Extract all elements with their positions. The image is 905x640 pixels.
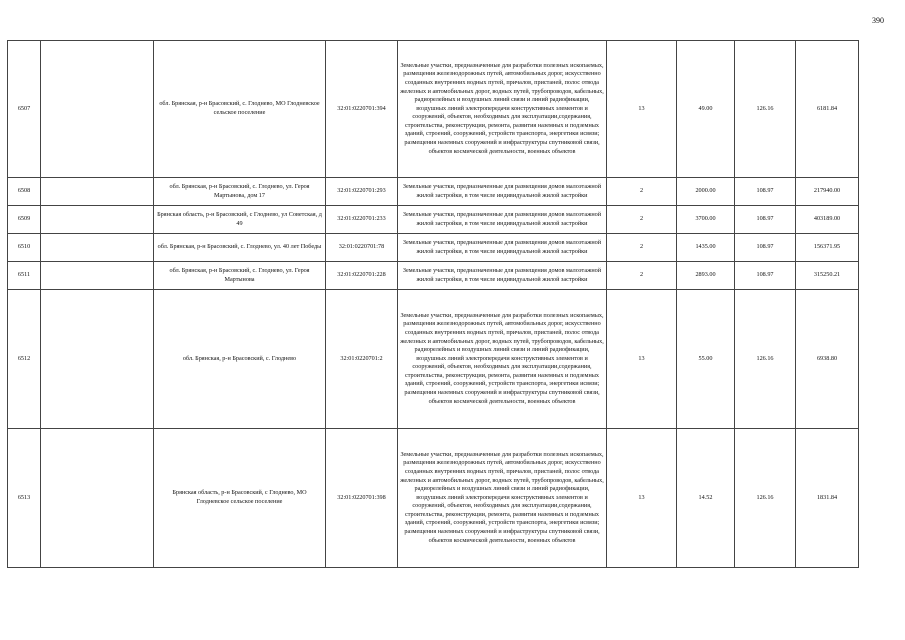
cadastral-number-cell: 32:01:0220701:398 bbox=[326, 429, 398, 568]
row-number: 6510 bbox=[8, 234, 41, 262]
cadastral-number-cell: 32:01:0220701:2 bbox=[326, 290, 398, 429]
cadastral-value-cell: 156371.95 bbox=[796, 234, 859, 262]
group-cell: 13 bbox=[607, 429, 677, 568]
cadastral-value-cell: 403189.00 bbox=[796, 206, 859, 234]
row-number: 6513 bbox=[8, 429, 41, 568]
area-cell: 14.52 bbox=[677, 429, 735, 568]
address-cell: Брянская область, р-н Брасовский, с Глоднево, МО Глодневское сельское поселение bbox=[154, 429, 326, 568]
cadastral-value-cell: 6938.80 bbox=[796, 290, 859, 429]
empty-cell bbox=[41, 429, 154, 568]
area-cell: 49.00 bbox=[677, 41, 735, 178]
group-cell: 2 bbox=[607, 178, 677, 206]
area-cell: 3700.00 bbox=[677, 206, 735, 234]
page-number: 390 bbox=[872, 16, 884, 25]
area-cell: 2893.00 bbox=[677, 262, 735, 290]
cadastral-value-cell: 315250.21 bbox=[796, 262, 859, 290]
address-cell: обл. Брянская, р-н Брасовский, с. Глоднево, МО Глодневское сельское поселение bbox=[154, 41, 326, 178]
cadastral-number-cell: 32:01:0220701:394 bbox=[326, 41, 398, 178]
empty-cell bbox=[41, 234, 154, 262]
group-cell: 2 bbox=[607, 262, 677, 290]
land-purpose-cell: Земельные участки, предназначенные для разработки полезных ископаемых, размещения железнодорожных путей, автомобильных дорог, искусственно созданных внутренних водных путей, причалов, пристаней, полос отвода железных и автомобильных дорог, водных путей, трубопроводов, кабельных, радиорелейных и воздушных линий связи и линий радиофикации, воздушных линий электропередачи конструктивных элементов и сооружений, объектов, необходимых для эксплуатации,содержания, строительства, реконструкции, ремонта, развития наземных и подземных зданий, строений, сооружений, устройств транспорта, энергетики исвязи; размещения наземных сооружений и инфраструктуры спутниковой связи, объектов космической деятельности, военных объектов bbox=[398, 290, 607, 429]
address-cell: обл. Брянская, р-н Брасовский, с. Глоднево, ул. Героя Мартынова, дом 17 bbox=[154, 178, 326, 206]
land-purpose-cell: Земельные участки, предназначенные для разработки полезных ископаемых, размещения железнодорожных путей, автомобильных дорог, искусственно созданных внутренних водных путей, причалов, пристаней, полос отвода железных и автомобильных дорог, водных путей, трубопроводов, кабельных, радиорелейных и воздушных линий связи и линий радиофикации, воздушных линий электропередачи конструктивных элементов и сооружений, объектов, необходимых для эксплуатации,содержания, строительства, реконструкции, ремонта, развития наземных и подземных зданий, строений, сооружений, устройств транспорта, энергетики исвязи; размещения наземных сооружений и инфраструктуры спутниковой связи, объектов космической деятельности, военных объектов bbox=[398, 429, 607, 568]
group-cell: 13 bbox=[607, 290, 677, 429]
land-purpose-cell: Земельные участки, предназначенные для размещения домов малоэтажной жилой застройки, в том числе индивидуальной жилой застройки bbox=[398, 206, 607, 234]
empty-cell bbox=[41, 178, 154, 206]
cadastral-value-cell: 1831.84 bbox=[796, 429, 859, 568]
group-cell: 2 bbox=[607, 206, 677, 234]
table-row bbox=[8, 429, 859, 568]
rate-cell: 108.97 bbox=[735, 206, 796, 234]
cadastral-number-cell: 32:01:0220701:78 bbox=[326, 234, 398, 262]
row-number: 6511 bbox=[8, 262, 41, 290]
row-number: 6507 bbox=[8, 41, 41, 178]
group-cell: 2 bbox=[607, 234, 677, 262]
area-cell: 1435.00 bbox=[677, 234, 735, 262]
rate-cell: 126.16 bbox=[735, 290, 796, 429]
area-cell: 2000.00 bbox=[677, 178, 735, 206]
cadastral-number-cell: 32:01:0220701:293 bbox=[326, 178, 398, 206]
cadastral-number-cell: 32:01:0220701:228 bbox=[326, 262, 398, 290]
address-cell: Брянская область, р-н Брасовский, с Глоднево, ул Советская, д 49 bbox=[154, 206, 326, 234]
address-cell: обл. Брянская, р-н Брасовский, с. Глоднево, ул. 40 лет Победы bbox=[154, 234, 326, 262]
cadastral-value-cell: 6181.84 bbox=[796, 41, 859, 178]
table-row bbox=[8, 262, 859, 290]
empty-cell bbox=[41, 262, 154, 290]
cadastral-value-cell: 217940.00 bbox=[796, 178, 859, 206]
address-cell: обл. Брянская, р-н Брасовский, с. Глодневo bbox=[154, 290, 326, 429]
area-cell: 55.00 bbox=[677, 290, 735, 429]
cadastral-number-cell: 32:01:0220701:233 bbox=[326, 206, 398, 234]
empty-cell bbox=[41, 206, 154, 234]
rate-cell: 126.16 bbox=[735, 429, 796, 568]
rate-cell: 108.97 bbox=[735, 234, 796, 262]
row-number: 6509 bbox=[8, 206, 41, 234]
rate-cell: 108.97 bbox=[735, 262, 796, 290]
land-purpose-cell: Земельные участки, предназначенные для размещения домов малоэтажной жилой застройки, в том числе индивидуальной жилой застройки bbox=[398, 178, 607, 206]
table-row bbox=[8, 41, 859, 178]
table-row bbox=[8, 206, 859, 234]
table-row bbox=[8, 290, 859, 429]
table-row bbox=[8, 234, 859, 262]
address-cell: обл. Брянская, р-н Брасовский, с. Глоднево, ул. Героя Мартынова bbox=[154, 262, 326, 290]
land-registry-table bbox=[7, 40, 859, 568]
rate-cell: 108.97 bbox=[735, 178, 796, 206]
row-number: 6508 bbox=[8, 178, 41, 206]
group-cell: 13 bbox=[607, 41, 677, 178]
row-number: 6512 bbox=[8, 290, 41, 429]
empty-cell bbox=[41, 290, 154, 429]
land-purpose-cell: Земельные участки, предназначенные для разработки полезных ископаемых, размещения железнодорожных путей, автомобильных дорог, искусственно созданных внутренних водных путей, причалов, пристаней, полос отвода железных и автомобильных дорог, водных путей, трубопроводов, кабельных, радиорелейных и воздушных линий связи и линий радиофикации, воздушных линий электропередачи конструктивных элементов и сооружений, объектов, необходимых для эксплуатации,содержания, строительства, реконструкции, ремонта, развития наземных и подземных зданий, строений, сооружений, устройств транспорта, энергетики исвязи; размещения наземных сооружений и инфраструктуры спутниковой связи, объектов космической деятельности, военных объектов bbox=[398, 41, 607, 178]
table-row bbox=[8, 178, 859, 206]
land-purpose-cell: Земельные участки, предназначенные для размещения домов малоэтажной жилой застройки, в том числе индивидуальной жилой застройки bbox=[398, 234, 607, 262]
rate-cell: 126.16 bbox=[735, 41, 796, 178]
empty-cell bbox=[41, 41, 154, 178]
land-purpose-cell: Земельные участки, предназначенные для размещения домов малоэтажной жилой застройки, в том числе индивидуальной жилой застройки bbox=[398, 262, 607, 290]
